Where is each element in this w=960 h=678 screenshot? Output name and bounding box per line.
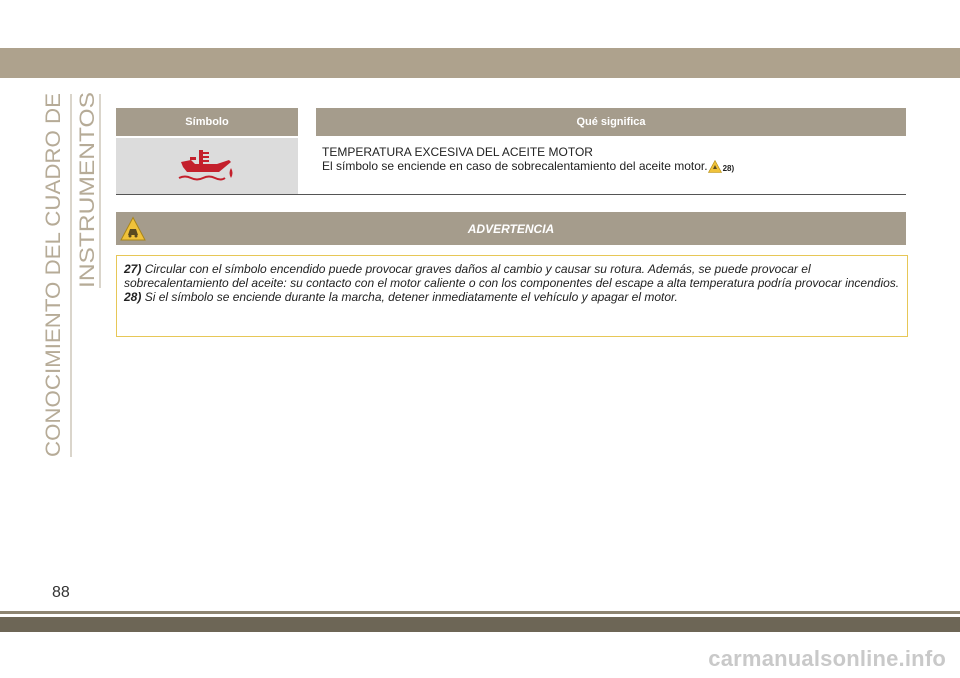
footer-band bbox=[0, 617, 960, 632]
section-title bbox=[32, 90, 102, 465]
row-description-line bbox=[322, 159, 902, 173]
table-row bbox=[322, 145, 902, 173]
top-band bbox=[0, 48, 960, 78]
warning-triangle-icon bbox=[708, 160, 722, 173]
warning-box bbox=[116, 255, 908, 337]
warning-item-text: Si el símbolo se enciende durante la marcha, detener inmediatamente el vehículo y apagar el motor. bbox=[144, 290, 678, 304]
warning-item-text: Circular con el símbolo encendido puede provocar graves daños al cambio y causar su rotura. Además, se puede provocar el sobrecalentamiento del aceite: su contacto con el motor caliente o con los componentes del escape a alta temperatura podría provocar incendios. bbox=[124, 262, 900, 290]
table-header-symbol-label: Símbolo bbox=[185, 116, 229, 128]
footer-line bbox=[0, 611, 960, 614]
warning-reference bbox=[708, 160, 735, 173]
section-title-line1: CONOCIMIENTO DEL CUADRO DE bbox=[42, 113, 65, 457]
warning-item-number: 28) bbox=[124, 290, 142, 304]
warning-item bbox=[124, 290, 900, 304]
warning-title: ADVERTENCIA bbox=[467, 221, 555, 236]
section-title-line2: INSTRUMENTOS bbox=[76, 120, 99, 288]
row-title: TEMPERATURA EXCESIVA DEL ACEITE MOTOR bbox=[322, 145, 593, 159]
table-header-meaning-label: Qué significa bbox=[576, 116, 646, 128]
table-symbol-cell bbox=[116, 138, 298, 194]
table-header-symbol bbox=[116, 108, 298, 136]
table-row-divider bbox=[116, 194, 906, 195]
table-header-meaning bbox=[316, 108, 906, 136]
reference-number: 28) bbox=[722, 164, 735, 174]
watermark: carmanualsonline.info bbox=[708, 646, 946, 671]
warning-header bbox=[116, 212, 906, 245]
oil-temperature-icon bbox=[177, 148, 237, 184]
warning-item bbox=[124, 262, 900, 290]
row-description: El símbolo se enciende en caso de sobrecalentamiento del aceite motor. bbox=[322, 159, 708, 173]
page-number: 88 bbox=[52, 584, 70, 601]
warning-item-number: 27) bbox=[124, 262, 142, 276]
